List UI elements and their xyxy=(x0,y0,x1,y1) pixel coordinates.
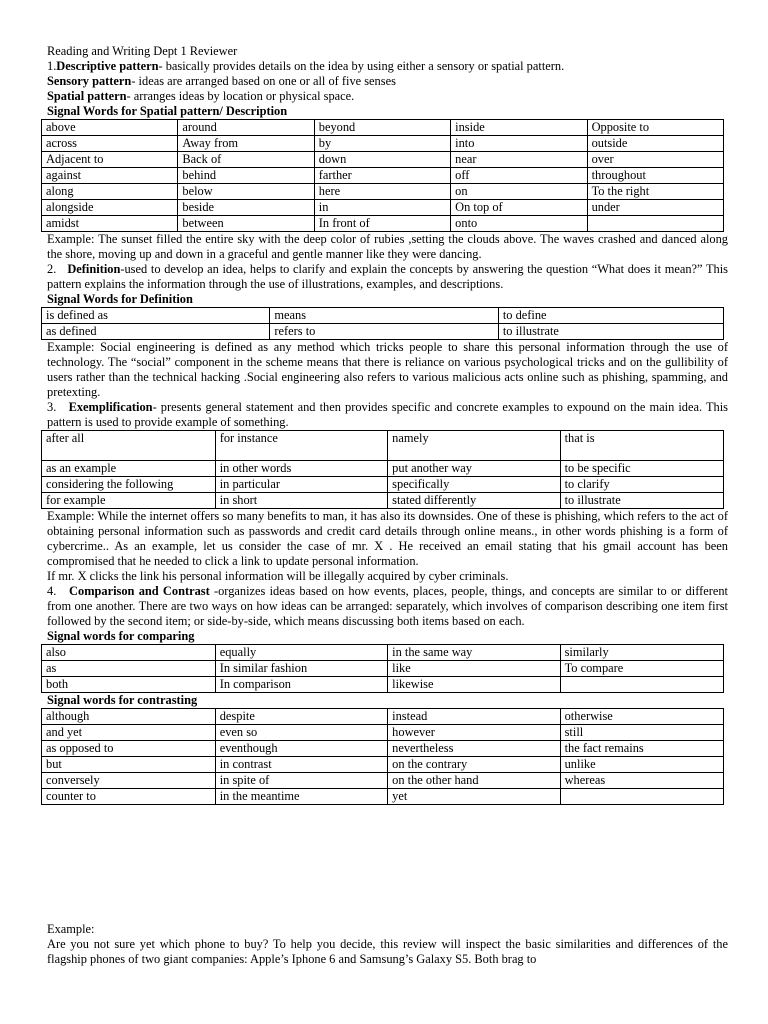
table-cell: likewise xyxy=(388,677,560,693)
table-row xyxy=(42,741,724,757)
table-cell: in the meantime xyxy=(215,789,387,805)
table-cell: inside xyxy=(451,120,587,136)
table-cell: To compare xyxy=(560,661,723,677)
table-cell: to be specific xyxy=(560,461,723,477)
table-cell: equally xyxy=(215,645,387,661)
table-cell: instead xyxy=(388,709,560,725)
s3-num: 3. xyxy=(47,400,57,414)
table-cell: on the contrary xyxy=(388,757,560,773)
table-cell: by xyxy=(314,136,450,152)
table-cell: after all xyxy=(42,431,216,461)
table-cell: down xyxy=(314,152,450,168)
table-cell: along xyxy=(42,184,178,200)
s2-intro xyxy=(47,262,728,292)
sensory-def: - ideas are arranged based on one or all of five senses xyxy=(131,74,396,88)
comparing-signal-heading: Signal words for comparing xyxy=(47,629,195,643)
table-cell: on xyxy=(451,184,587,200)
table-cell: farther xyxy=(314,168,450,184)
table-cell: as xyxy=(42,661,216,677)
table-cell: Opposite to xyxy=(587,120,723,136)
spatial-def: - arranges ideas by location or physical space. xyxy=(126,89,355,103)
s1-def: - basically provides details on the idea by using either a sensory or spatial pattern. xyxy=(158,59,565,73)
table-cell xyxy=(560,789,723,805)
table-cell: to illustrate xyxy=(498,324,723,340)
s2-example: Example: Social engineering is defined as any method which tricks people to share this personal information through the use of technology. The “social” component in the scheme means that there is reliance on various psychological tricks and on the gullibility of users rather than the technical hacking .Social engineering also refers to various malicious acts online such as phishing, spamming, and pretexting. xyxy=(47,340,728,399)
table-cell: behind xyxy=(178,168,314,184)
table-cell: nevertheless xyxy=(388,741,560,757)
table-cell: that is xyxy=(560,431,723,461)
spatial-signal-table xyxy=(41,119,724,232)
table-cell: both xyxy=(42,677,216,693)
table-cell: under xyxy=(587,200,723,216)
table-cell: stated differently xyxy=(388,493,560,509)
s4-term: Comparison and Contrast xyxy=(69,584,210,598)
spatial-term: Spatial pattern xyxy=(47,89,127,103)
table-cell: even so xyxy=(215,725,387,741)
table-cell: On top of xyxy=(451,200,587,216)
table-row xyxy=(42,168,724,184)
s3-example-last: If mr. X clicks the link his personal information will be illegally acquired by cyber criminals. xyxy=(47,569,509,583)
table-cell: the fact remains xyxy=(560,741,723,757)
table-cell: in spite of xyxy=(215,773,387,789)
table-cell: yet xyxy=(388,789,560,805)
table-cell: counter to xyxy=(42,789,216,805)
s4-intro xyxy=(47,584,728,629)
table-cell: outside xyxy=(587,136,723,152)
table-cell: for example xyxy=(42,493,216,509)
table-cell: off xyxy=(451,168,587,184)
table-cell: above xyxy=(42,120,178,136)
table-cell: means xyxy=(270,308,498,324)
table-row xyxy=(42,493,724,509)
table-cell: although xyxy=(42,709,216,725)
table-row xyxy=(42,789,724,805)
table-cell: considering the following xyxy=(42,477,216,493)
table-cell: as an example xyxy=(42,461,216,477)
document-page xyxy=(47,44,728,805)
s4-def: -organizes ideas based on how events, places, people, things, and concepts are similar to or different from one another. There are two ways on how ideas can be arranged: separately, which involves of comparison describing one item first followed by the second item; or side-by-side, which means discussing both items based on each. xyxy=(47,584,728,628)
table-cell: onto xyxy=(451,216,587,232)
s2-def: -used to develop an idea, helps to clarify and explain the concepts by answering the question “What does it mean?” This pattern explains the information through the use of illustrations, examples, and descriptions. xyxy=(47,262,729,291)
table-cell: Back of xyxy=(178,152,314,168)
table-cell: as defined xyxy=(42,324,270,340)
s3-intro xyxy=(47,400,728,430)
definition-signal-table xyxy=(41,307,724,340)
document-header: Reading and Writing Dept 1 Reviewer xyxy=(47,44,238,58)
table-cell: beside xyxy=(178,200,314,216)
table-row xyxy=(42,725,724,741)
table-cell: conversely xyxy=(42,773,216,789)
table-cell: in short xyxy=(215,493,387,509)
table-cell: across xyxy=(42,136,178,152)
table-cell: specifically xyxy=(388,477,560,493)
table-cell: despite xyxy=(215,709,387,725)
table-row xyxy=(42,477,724,493)
table-cell: otherwise xyxy=(560,709,723,725)
table-cell: In front of xyxy=(314,216,450,232)
table-cell: In similar fashion xyxy=(215,661,387,677)
s1-term: Descriptive pattern xyxy=(56,59,159,73)
contrasting-signal-table xyxy=(41,708,724,805)
table-cell: here xyxy=(314,184,450,200)
exemplification-signal-table xyxy=(41,430,724,509)
table-cell: namely xyxy=(388,431,560,461)
table-row xyxy=(42,431,724,461)
table-cell: over xyxy=(587,152,723,168)
table-cell: still xyxy=(560,725,723,741)
comparing-signal-table xyxy=(41,644,724,693)
table-cell: and yet xyxy=(42,725,216,741)
table-cell: into xyxy=(451,136,587,152)
table-row xyxy=(42,324,724,340)
s2-term: Definition xyxy=(67,262,121,276)
s2-num: 2. xyxy=(47,262,57,276)
table-cell: to define xyxy=(498,308,723,324)
s1-intro xyxy=(47,59,728,74)
table-row xyxy=(42,184,724,200)
table-cell: in other words xyxy=(215,461,387,477)
bottom-example xyxy=(47,922,728,967)
table-cell: like xyxy=(388,661,560,677)
table-cell: also xyxy=(42,645,216,661)
contrasting-signal-heading: Signal words for contrasting xyxy=(47,693,198,707)
table-cell: in the same way xyxy=(388,645,560,661)
table-cell: but xyxy=(42,757,216,773)
spatial-signal-heading: Signal Words for Spatial pattern/ Description xyxy=(47,104,288,118)
table-cell: refers to xyxy=(270,324,498,340)
s3-example: Example: While the internet offers so many benefits to man, it has also its downsides. One of these is phishing, which refers to the act of obtaining personal information such as passwords and credit card details through online means., in other words phishing is a form of cybercrime.. As an example, let us consider the case of mr. X . He received an email stating that his gmail account has been compromised that he needed to click a link to update personal information. xyxy=(47,509,728,568)
table-cell: between xyxy=(178,216,314,232)
table-cell: amidst xyxy=(42,216,178,232)
table-cell: Adjacent to xyxy=(42,152,178,168)
table-cell: to clarify xyxy=(560,477,723,493)
table-cell: unlike xyxy=(560,757,723,773)
table-cell: in particular xyxy=(215,477,387,493)
s4-num: 4. xyxy=(47,584,57,598)
table-cell: In comparison xyxy=(215,677,387,693)
table-row xyxy=(42,216,724,232)
table-cell: put another way xyxy=(388,461,560,477)
s1-spatial xyxy=(47,89,728,104)
s1-num: 1. xyxy=(47,59,57,73)
table-cell: alongside xyxy=(42,200,178,216)
table-row xyxy=(42,757,724,773)
definition-signal-heading: Signal Words for Definition xyxy=(47,292,193,306)
table-row xyxy=(42,661,724,677)
table-row xyxy=(42,773,724,789)
table-row xyxy=(42,677,724,693)
table-row xyxy=(42,308,724,324)
table-cell: To the right xyxy=(587,184,723,200)
table-cell xyxy=(560,677,723,693)
bottom-example-text: Are you not sure yet which phone to buy? To help you decide, this review will inspect the basic similarities and differences of the flagship phones of two giant companies: Apple’s Iphone 6 and Samsung’s Galaxy S5. Both brag to xyxy=(47,937,728,966)
table-row xyxy=(42,200,724,216)
table-cell: around xyxy=(178,120,314,136)
table-row xyxy=(42,152,724,168)
s1-sensory xyxy=(47,74,728,89)
table-cell: Away from xyxy=(178,136,314,152)
bottom-example-label: Example: xyxy=(47,922,95,936)
table-row xyxy=(42,709,724,725)
table-cell: as opposed to xyxy=(42,741,216,757)
sensory-term: Sensory pattern xyxy=(47,74,132,88)
table-cell: against xyxy=(42,168,178,184)
s3-term: Exemplification xyxy=(68,400,153,414)
table-cell: near xyxy=(451,152,587,168)
table-cell: beyond xyxy=(314,120,450,136)
table-cell: in xyxy=(314,200,450,216)
table-cell: similarly xyxy=(560,645,723,661)
table-row xyxy=(42,645,724,661)
table-row xyxy=(42,120,724,136)
table-cell: for instance xyxy=(215,431,387,461)
table-cell: in contrast xyxy=(215,757,387,773)
table-row xyxy=(42,136,724,152)
table-cell: however xyxy=(388,725,560,741)
table-cell: to illustrate xyxy=(560,493,723,509)
table-cell: below xyxy=(178,184,314,200)
s3-def: - presents general statement and then provides specific and concrete examples to expound on the main idea. This pattern is used to provide example of something. xyxy=(47,400,728,429)
s1-example: Example: The sunset filled the entire sky with the deep color of rubies ,setting the clouds above. The waves crashed and danced along the shore, moving up and down in a graceful and gentle manner like they were dancing. xyxy=(47,232,728,261)
table-row xyxy=(42,461,724,477)
table-cell: whereas xyxy=(560,773,723,789)
table-cell xyxy=(587,216,723,232)
table-cell: on the other hand xyxy=(388,773,560,789)
table-cell: eventhough xyxy=(215,741,387,757)
table-cell: throughout xyxy=(587,168,723,184)
table-cell: is defined as xyxy=(42,308,270,324)
